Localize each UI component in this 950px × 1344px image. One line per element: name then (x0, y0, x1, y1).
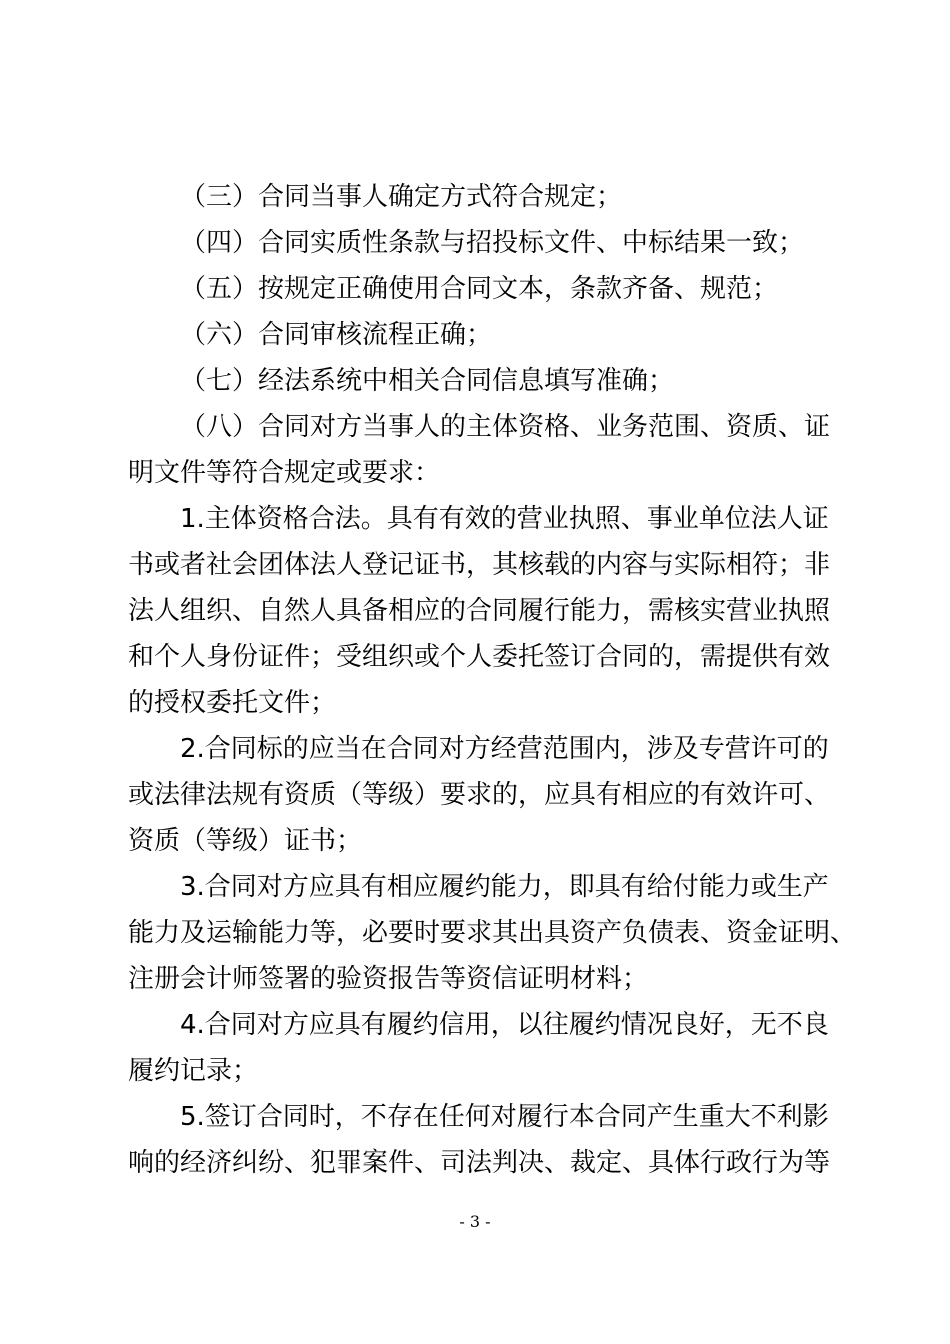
text-line: 5.签订合同时，不存在任何对履行本合同产生重大不利影 (180, 1102, 829, 1132)
text-line: 1.主体资格合法。具有有效的营业执照、事业单位法人证 (180, 504, 829, 534)
text-line: 2.合同标的应当在合同对方经营范围内，涉及专营许可的 (180, 734, 829, 764)
text-line: 履约记录； (128, 1056, 259, 1086)
text-line: 和个人身份证件；受组织或个人委托签订合同的，需提供有效 (128, 642, 831, 672)
text-line: （七）经法系统中相关合同信息填写准确； (180, 366, 675, 396)
text-line: 3.合同对方应具有相应履约能力，即具有给付能力或生产 (180, 872, 829, 902)
text-line: （五）按规定正确使用合同文本，条款齐备、规范； (180, 274, 779, 304)
text-line: 响的经济纠纷、犯罪案件、司法判决、裁定、具体行政行为等 (128, 1148, 831, 1178)
page-number: - 3 - (459, 1212, 491, 1231)
text-line: 的授权委托文件； (128, 688, 337, 718)
text-line: （八）合同对方当事人的主体资格、业务范围、资质、证 (180, 412, 831, 442)
text-line: （三）合同当事人确定方式符合规定； (180, 182, 623, 212)
text-line: 法人组织、自然人具备相应的合同履行能力，需核实营业执照 (128, 596, 831, 626)
text-line: 4.合同对方应具有履约信用，以往履约情况良好，无不良 (180, 1010, 829, 1040)
text-line: 书或者社会团体法人登记证书，其核载的内容与实际相符；非 (128, 550, 831, 580)
text-line: 明文件等符合规定或要求： (128, 458, 441, 488)
text-line: 注册会计师签署的验资报告等资信证明材料； (128, 964, 649, 994)
text-line: 或法律法规有资质（等级）要求的，应具有相应的有效许可、 (128, 780, 831, 810)
text-line: 资质（等级）证书； (128, 826, 363, 856)
text-line: （四）合同实质性条款与招投标文件、中标结果一致； (180, 228, 805, 258)
text-line: （六）合同审核流程正确； (180, 320, 493, 350)
text-line: 能力及运输能力等，必要时要求其出具资产负债表、资金证明、 (128, 918, 857, 948)
